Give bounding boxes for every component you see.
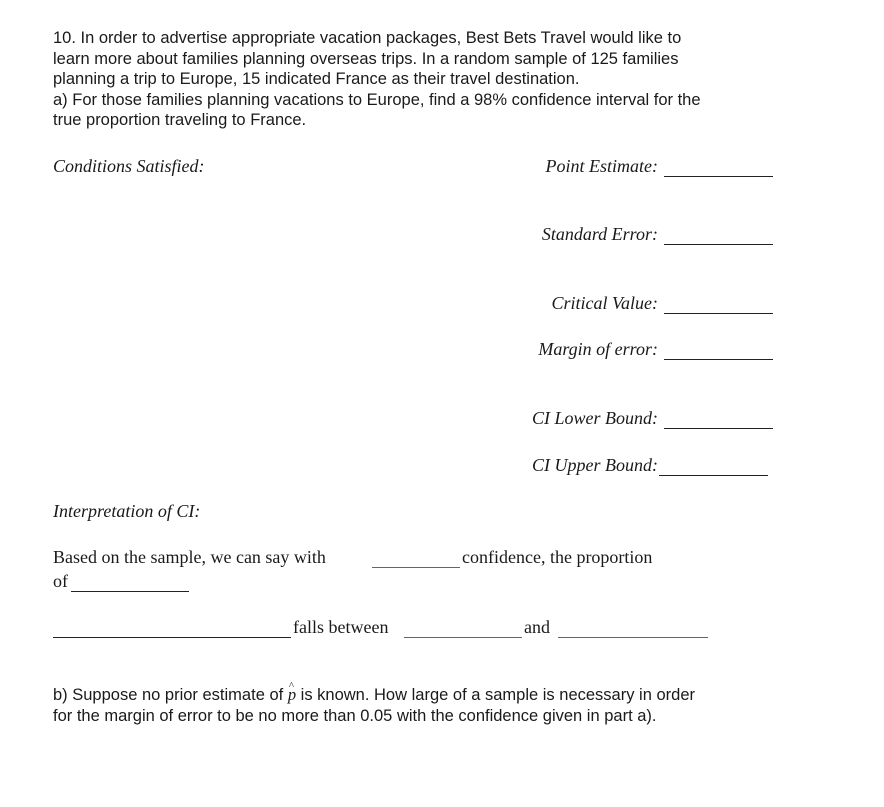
part-b-line-1	[53, 685, 695, 706]
ci-upper-label: CI Upper Bound:	[532, 455, 658, 475]
problem-line: 10. In order to advertise appropriate vacation packages, Best Bets Travel would like to	[53, 29, 682, 47]
confidence-level-blank[interactable]	[372, 567, 460, 568]
standard-error-blank[interactable]	[664, 244, 773, 245]
problem-line: true proportion traveling to France.	[53, 111, 307, 130]
standard-error-label: Standard Error:	[541, 224, 658, 244]
interpretation-falls-between: falls between	[293, 617, 389, 637]
problem-line: a) For those families planning vacations to Europe, find a 98% confidence interval for the	[53, 90, 701, 109]
problem-line: planning a trip to Europe, 15 indicated France as their travel destination.	[53, 70, 580, 89]
ci-lower-label: CI Lower Bound:	[532, 408, 658, 428]
interpretation-sentence-mid: confidence, the proportion	[462, 547, 653, 567]
part-b	[53, 685, 695, 726]
critical-value-label: Critical Value:	[551, 293, 658, 313]
lower-bound-blank[interactable]	[404, 637, 522, 638]
point-estimate-label: Point Estimate:	[545, 156, 658, 176]
problem-statement	[53, 28, 813, 131]
interpretation-sentence-start: Based on the sample, we can say with	[53, 547, 326, 567]
p-hat-symbol: ^ p	[288, 685, 296, 704]
part-b-text: is known. How large of a sample is necessary in order	[300, 686, 695, 704]
interpretation-of: of	[53, 571, 68, 591]
proportion-of-blank[interactable]	[71, 591, 189, 592]
critical-value-blank[interactable]	[664, 313, 773, 314]
conditions-label: Conditions Satisfied:	[53, 156, 205, 176]
interpretation-and: and	[524, 617, 550, 637]
upper-bound-blank[interactable]	[558, 637, 708, 638]
margin-of-error-label: Margin of error:	[538, 339, 658, 359]
margin-of-error-blank[interactable]	[664, 359, 773, 360]
part-b-text: b) Suppose no prior estimate of	[53, 686, 284, 704]
ci-lower-blank[interactable]	[664, 428, 773, 429]
problem-line: learn more about families planning overseas trips. In a random sample of 125 families	[53, 49, 679, 68]
point-estimate-blank[interactable]	[664, 176, 773, 177]
ci-upper-blank[interactable]	[659, 475, 768, 476]
interpretation-label: Interpretation of CI:	[53, 501, 201, 521]
population-blank[interactable]	[53, 637, 291, 638]
part-b-line-2: for the margin of error to be no more than 0.05 with the confidence given in part a).	[53, 706, 657, 725]
